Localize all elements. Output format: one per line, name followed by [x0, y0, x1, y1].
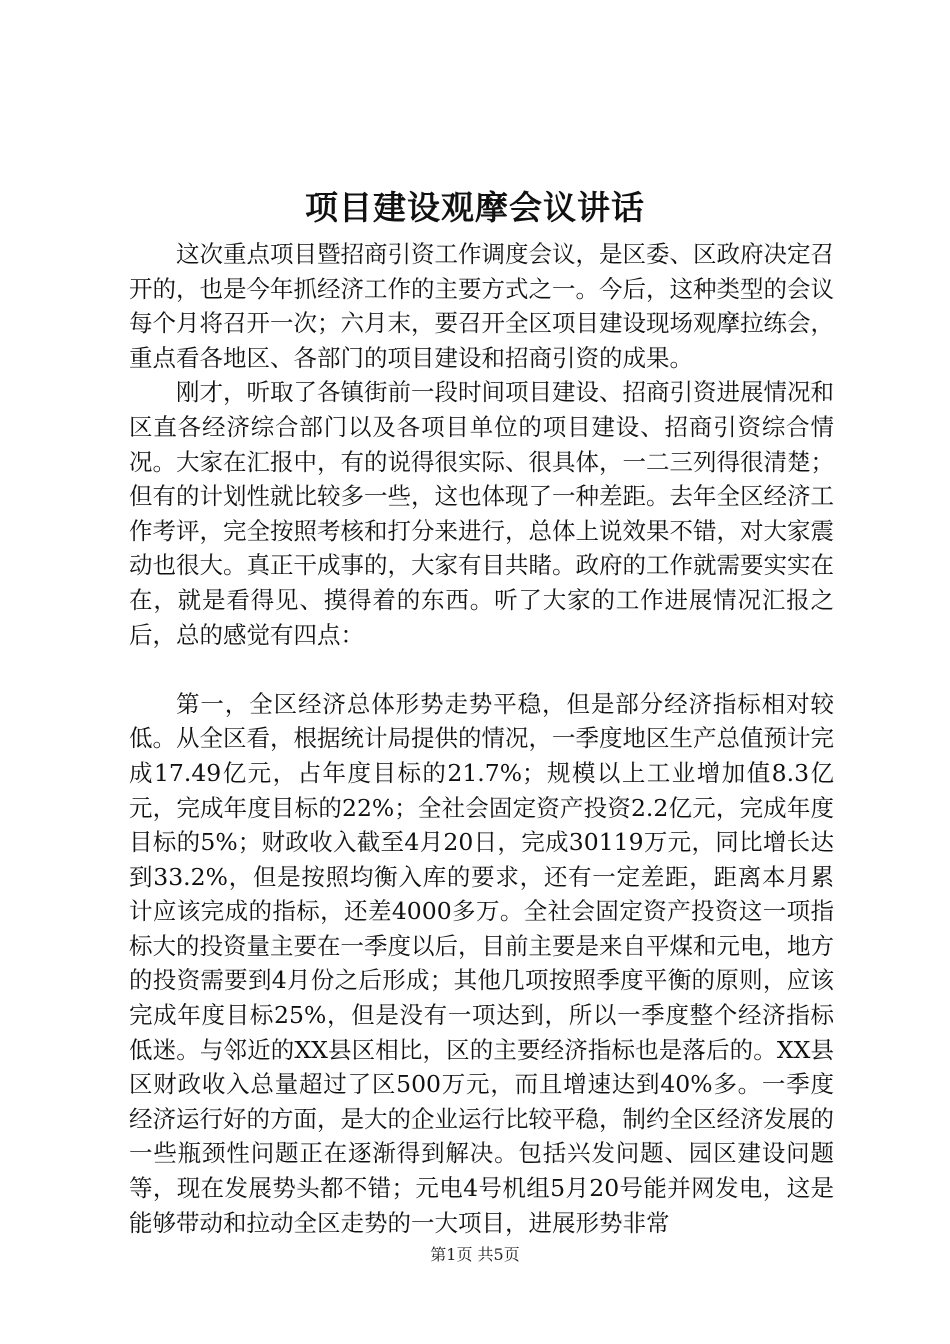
- document-title: 项目建设观摩会议讲话: [305, 188, 645, 227]
- paragraph-2: 刚才，听取了各镇街前一段时间项目建设、招商引资进展情况和区直各经济综合部门以及各项目单位的项目建设、招商引资综合情况。大家在汇报中，有的说得很实际、很具体，一二三列得很清楚；但有的计划性就比较多一些，这也体现了一种差距。去年全区经济工作考评，完全按照考核和打分来进行，总体上说效果不错，对大家震动也很大。真正干成事的，大家有目共睹。政府的工作就需要实实在在，就是看得见、摸得着的东西。听了大家的工作进展情况汇报之后，总的感觉有四点：: [129, 378, 834, 649]
- page-number-footer: 第1页 共5页: [430, 1245, 520, 1264]
- paragraph-1: 这次重点项目暨招商引资工作调度会议，是区委、区政府决定召开的，也是今年抓经济工作的主要方式之一。今后，这种类型的会议每个月将召开一次；六月末，要召开全区项目建设现场观摩拉练会，重点看各地区、各部门的项目建设和招商引资的成果。: [129, 240, 834, 372]
- paragraph-3: 第一，全区经济总体形势走势平稳，但是部分经济指标相对较低。从全区看，根据统计局提供的情况，一季度地区生产总值预计完成17.49亿元，占年度目标的21.7%；规模以上工业增加值8.3亿元，完成年度目标的22%；全社会固定资产投资2.2亿元，完成年度目标的5%；财政收入截至4月20日，完成30119万元，同比增长达到33.2%，但是按照均衡入库的要求，还有一定差距，距离本月累计应该完成的指标，还差4000多万。全社会固定资产投资这一项指标大的投资量主要在一季度以后，目前主要是来自平煤和元电，地方的投资需要到4月份之后形成；其他几项按照季度平衡的原则，应该完成年度目标25%，但是没有一项达到，所以一季度整个经济指标低迷。与邻近的XX县区相比，区的主要经济指标也是落后的。XX县区财政收入总量超过了区500万元，而且增速达到40%多。一季度经济运行好的方面，是大的企业运行比较平稳，制约全区经济发展的一些瓶颈性问题正在逐渐得到解决。包括兴发问题、园区建设问题等，现在发展势头都不错；元电4号机组5月20号能并网发电，这是能够带动和拉动全区走势的一大项目，进展形势非常: [129, 689, 834, 1237]
- document-body: [129, 237, 834, 1240]
- paragraph-spacer: [129, 652, 834, 687]
